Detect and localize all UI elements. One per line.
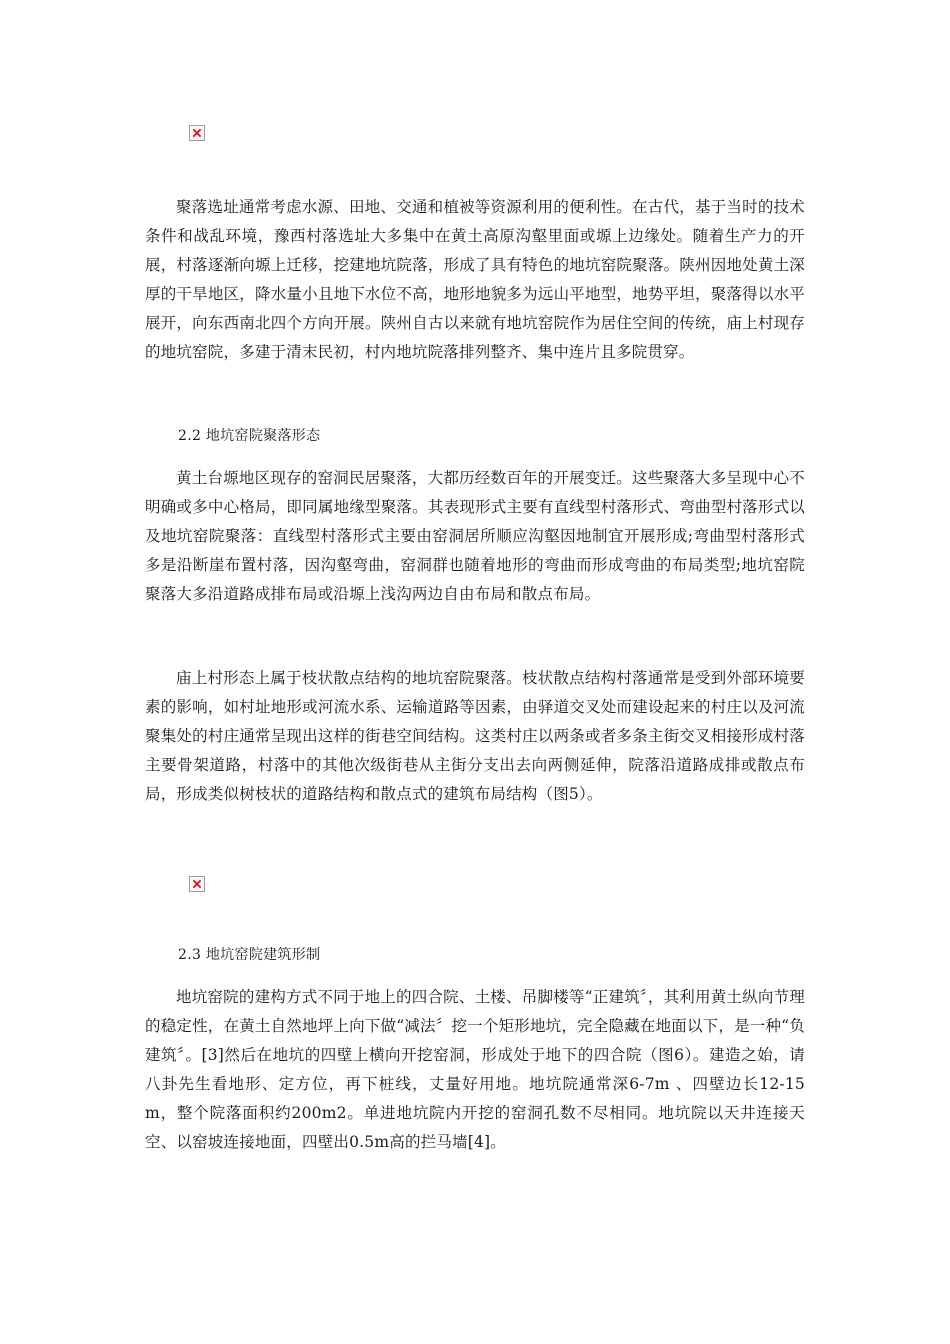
paragraph-miaoshang-village: [145, 664, 805, 809]
broken-image-icon: [189, 876, 205, 892]
red-x-icon: [193, 129, 201, 137]
section-heading-2-2: 2.2 地坑窑院聚落形态: [178, 428, 321, 444]
red-x-icon: [193, 880, 201, 888]
paragraph-settlement-forms: [145, 464, 805, 609]
paragraph-text: 庙上村形态上属于枝状散点结构的地坑窑院聚落。枝状散点结构村落通常是受到外部环境要素的影响，如村址地形或河流水系、运输道路等因素，由驿道交叉处而建设起来的村庄以及河流聚集处的村庄通常呈现出这样的街巷空间结构。这类村庄以两条或者多条主街交叉相接形成村落主要骨架道路，村落中的其他次级街巷从主街分支出去向两侧延伸，院落沿道路成排或散点布局，形成类似树枝状的道路结构和散点式的建筑布局结构（图5）。: [145, 669, 805, 803]
section-heading-2-3: 2.3 地坑窑院建筑形制: [178, 947, 321, 963]
paragraph-architecture-form: [145, 983, 805, 1157]
paragraph-text: 地坑窑院的建构方式不同于地上的四合院、土楼、吊脚楼等“正建筑〞，其利用黄土纵向节理的稳定性，在黄土自然地坪上向下做“减法〞挖一个矩形地坑，完全隐藏在地面以下，是一种“负建筑〞。[3]然后在地坑的四壁上横向开挖窑洞，形成处于地下的四合院（图6）。建造之始，请八卦先生看地形、定方位，再下桩线，丈量好用地。地坑院通常深6-7m 、四壁边长12-15 m，整个院落面积约200m2。单进地坑院内开挖的窑洞孔数不尽相同。地坑院以天井连接天空、以窑坡连接地面，四壁出0.5m高的拦马墙[4]。: [145, 988, 805, 1151]
paragraph-site-selection: [145, 193, 805, 367]
paragraph-text: 黄土台塬地区现存的窑洞民居聚落，大都历经数百年的开展变迁。这些聚落大多呈现中心不明确或多中心格局，即同属地缘型聚落。其表现形式主要有直线型村落形式、弯曲型村落形式以及地坑窑院聚落：直线型村落形式主要由窑洞居所顺应沟壑因地制宜开展形成;弯曲型村落形式多是沿断崖布置村落，因沟壑弯曲，窑洞群也随着地形的弯曲而形成弯曲的布局类型;地坑窑院聚落大多沿道路成排布局或沿塬上浅沟两边自由布局和散点布局。: [145, 469, 805, 603]
paragraph-text: 聚落选址通常考虑水源、田地、交通和植被等资源利用的便利性。在古代，基于当时的技术条件和战乱环境，豫西村落选址大多集中在黄土高原沟壑里面或塬上边缘处。随着生产力的开展，村落逐渐向塬上迁移，挖建地坑院落，形成了具有特色的地坑窑院聚落。陕州因地处黄土深厚的干旱地区，降水量小且地下水位不高，地形地貌多为远山平地型，地势平坦，聚落得以水平展开，向东西南北四个方向开展。陕州自古以来就有地坑窑院作为居住空间的传统，庙上村现存的地坑窑院，多建于清末民初，村内地坑院落排列整齐、集中连片且多院贯穿。: [145, 198, 805, 361]
broken-image-icon: [189, 125, 205, 141]
